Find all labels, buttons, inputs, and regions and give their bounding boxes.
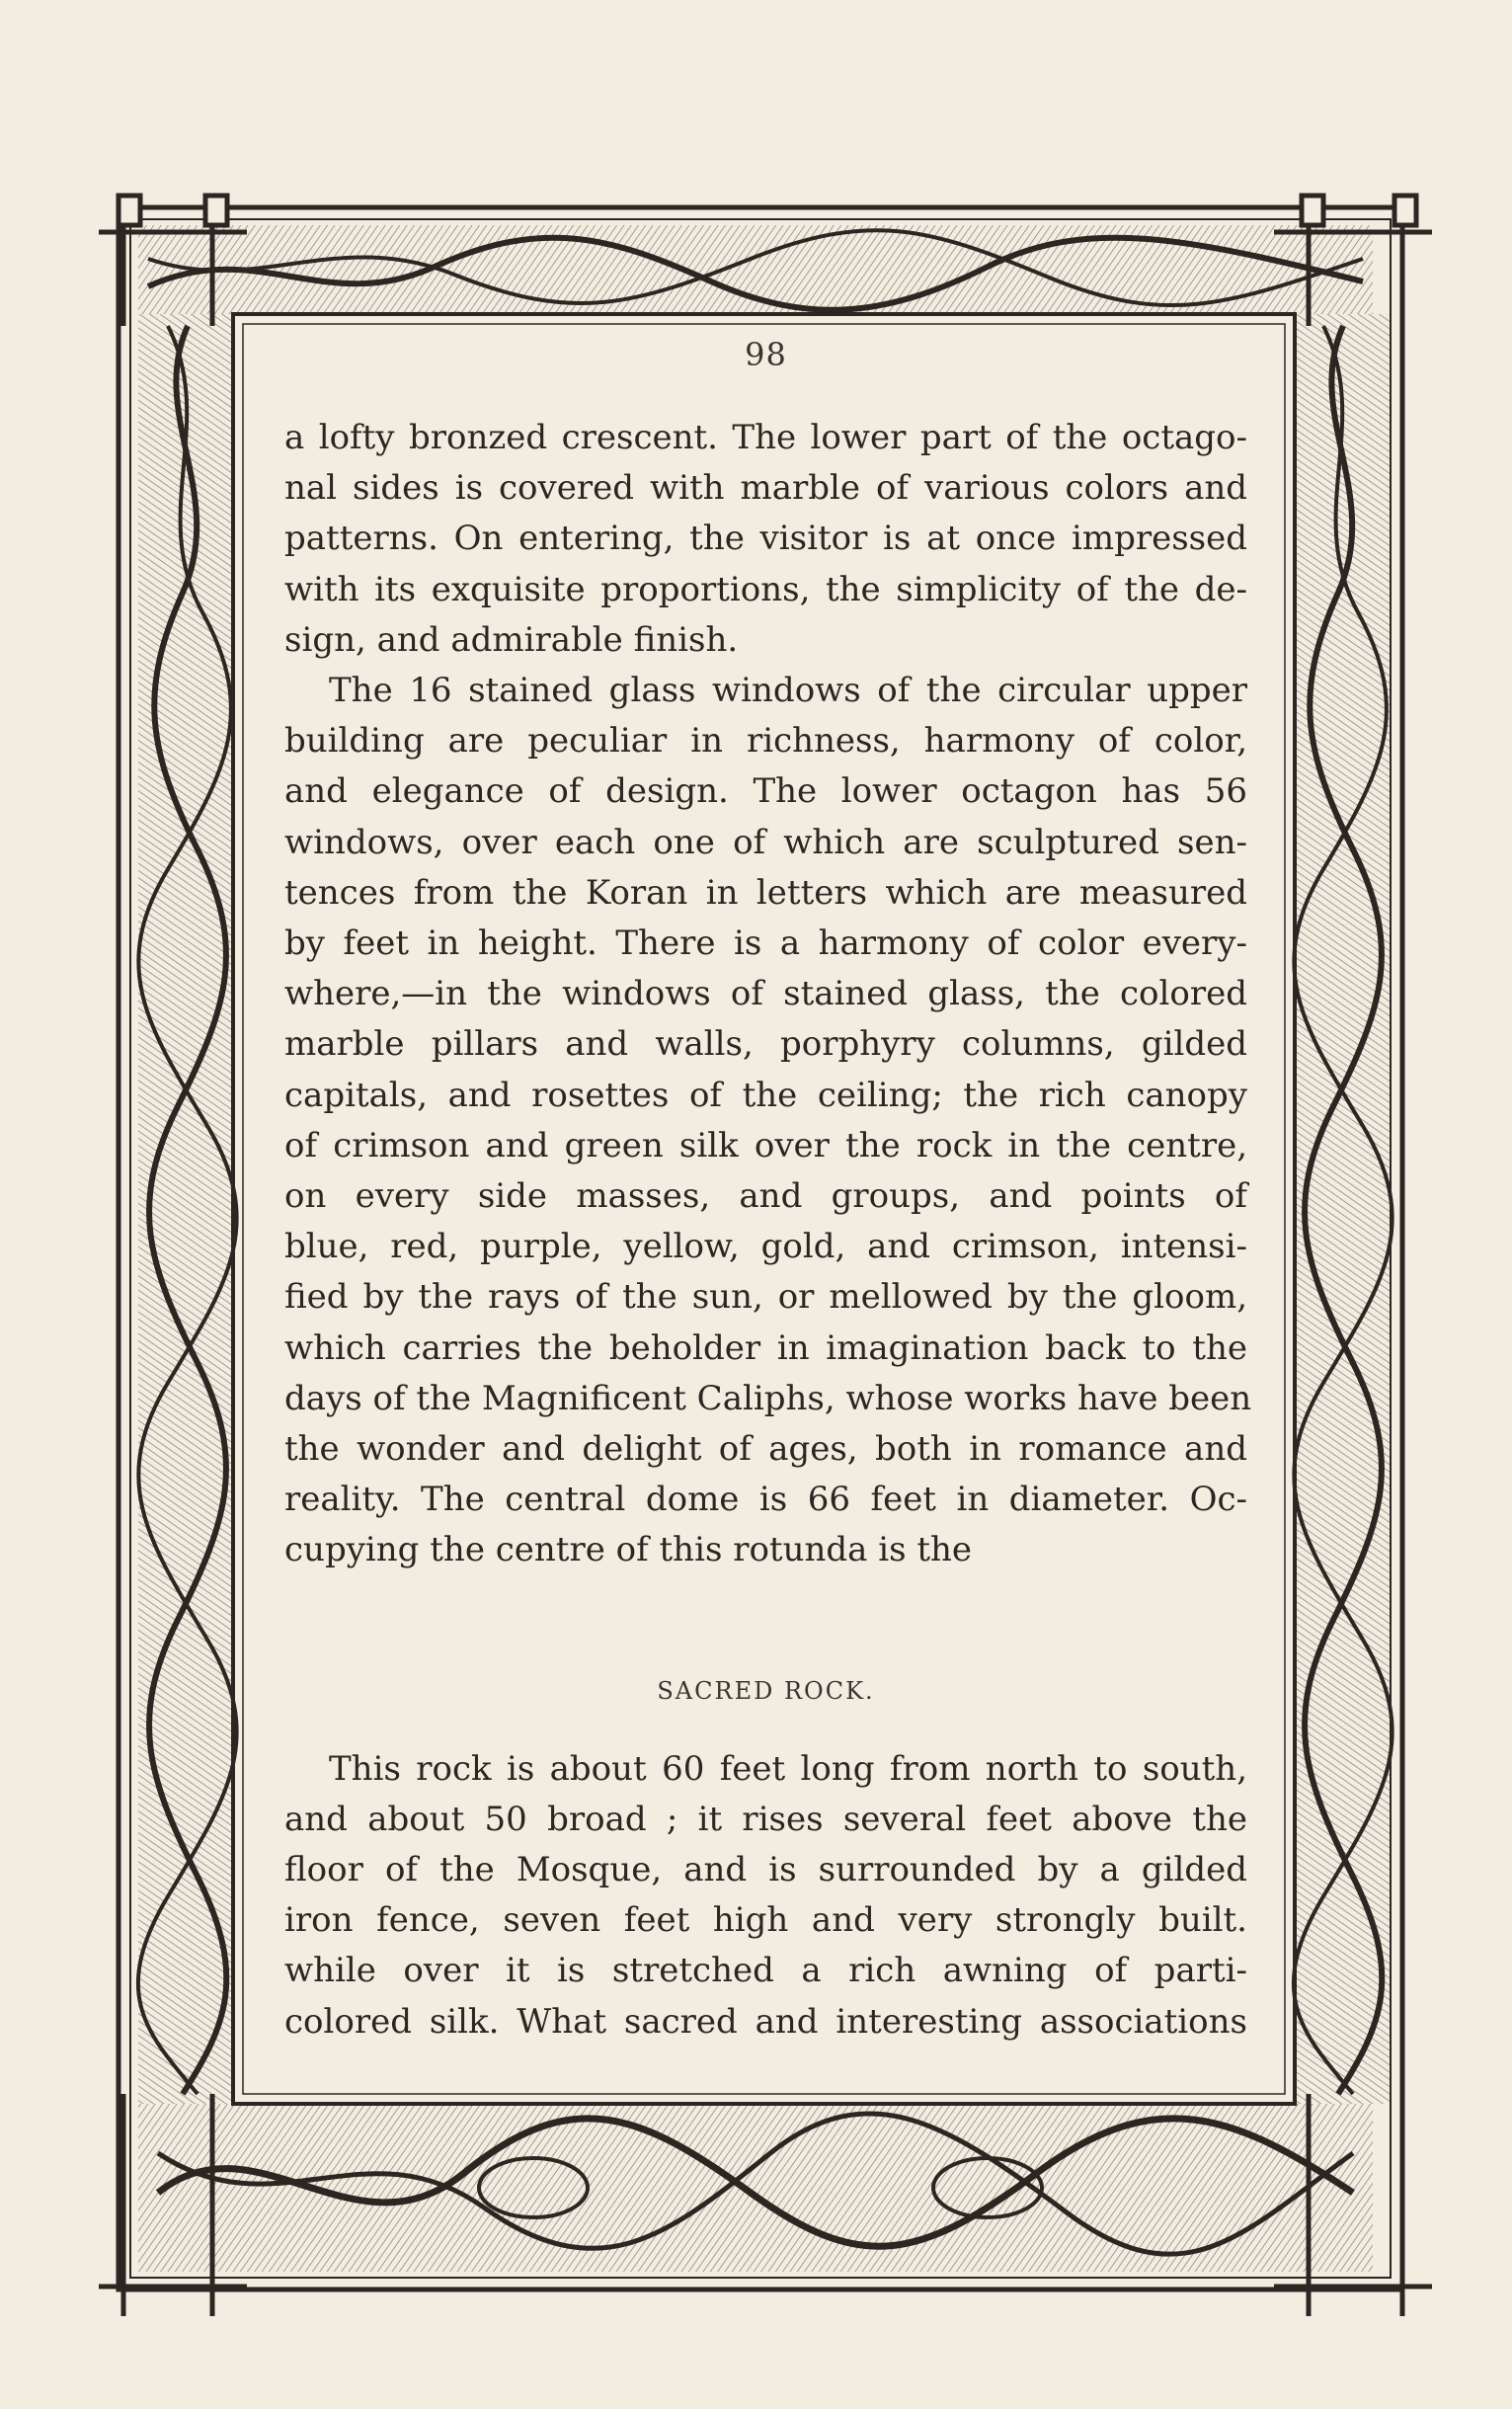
text-line: building are peculiar in richness, harmony of color, [284,721,1247,762]
text-line: marble pillars and walls, porphyry columns, gilded [284,1024,1247,1065]
text-line: with its exquisite proportions, the simplicity of the de- [284,569,1247,609]
paragraph-1 [284,413,1247,666]
paragraph-2 [284,666,1252,1576]
text-line: sign, and admirable finish. [284,619,739,660]
text-line: The 16 stained glass windows of the circular upper [329,671,1247,711]
text-line: while over it is stretched a rich awning of parti- [284,1951,1247,1991]
text-line: where,—in the windows of stained glass, the colored [284,974,1247,1014]
text-line: patterns. On entering, the visitor is at once impressed [284,519,1247,559]
text-line: and about 50 broad ; it rises several feet above the [284,1799,1247,1839]
text-line: blue, red, purple, yellow, gold, and crimson, intensi- [284,1227,1247,1267]
left-border-band [138,314,237,2104]
text-line: capitals, and rosettes of the ceiling; the rich canopy [284,1075,1247,1115]
text-line: days of the Magnificent Caliphs, whose works have been [284,1378,1252,1418]
right-border-band [1294,314,1393,2104]
text-line: fied by the rays of the sun, or mellowed by the gloom, [284,1277,1247,1318]
text-line: tences from the Koran in letters which are measured [284,872,1247,913]
section-heading: SACRED ROCK. [657,1676,875,1705]
text-block [284,336,1252,2048]
text-line: reality. The central dome is 66 feet in diameter. Oc- [284,1480,1247,1520]
text-line: This rock is about 60 feet long from north to south, [329,1748,1247,1789]
text-line: the wonder and delight of ages, both in romance and [284,1429,1247,1470]
text-line: colored silk. What sacred and interesting associations [284,2001,1247,2042]
text-line: which carries the beholder in imagination back to the [284,1327,1247,1368]
bottom-border-band [138,2104,1373,2272]
text-line: cupying the centre of this rotunda is the [284,1530,973,1570]
text-line: of crimson and green silk over the rock in the centre, [284,1125,1247,1165]
text-line: nal sides is covered with marble of various colors and [284,468,1247,509]
paragraph-3 [284,1744,1247,2048]
page-number: 98 [745,336,787,373]
text-line: a lofty bronzed crescent. The lower part of the octago- [284,418,1247,457]
text-line: on every side masses, and groups, and points of [284,1176,1247,1217]
text-line: and elegance of design. The lower octagon has 56 [284,771,1247,812]
top-border-band [138,225,1373,314]
text-line: floor of the Mosque, and is surrounded by a gilded [284,1850,1247,1890]
text-line: windows, over each one of which are sculptured sen- [284,822,1247,862]
text-line: iron fence, seven feet high and very strongly built. [284,1900,1247,1941]
text-line: by feet in height. There is a harmony of color every- [284,923,1247,964]
